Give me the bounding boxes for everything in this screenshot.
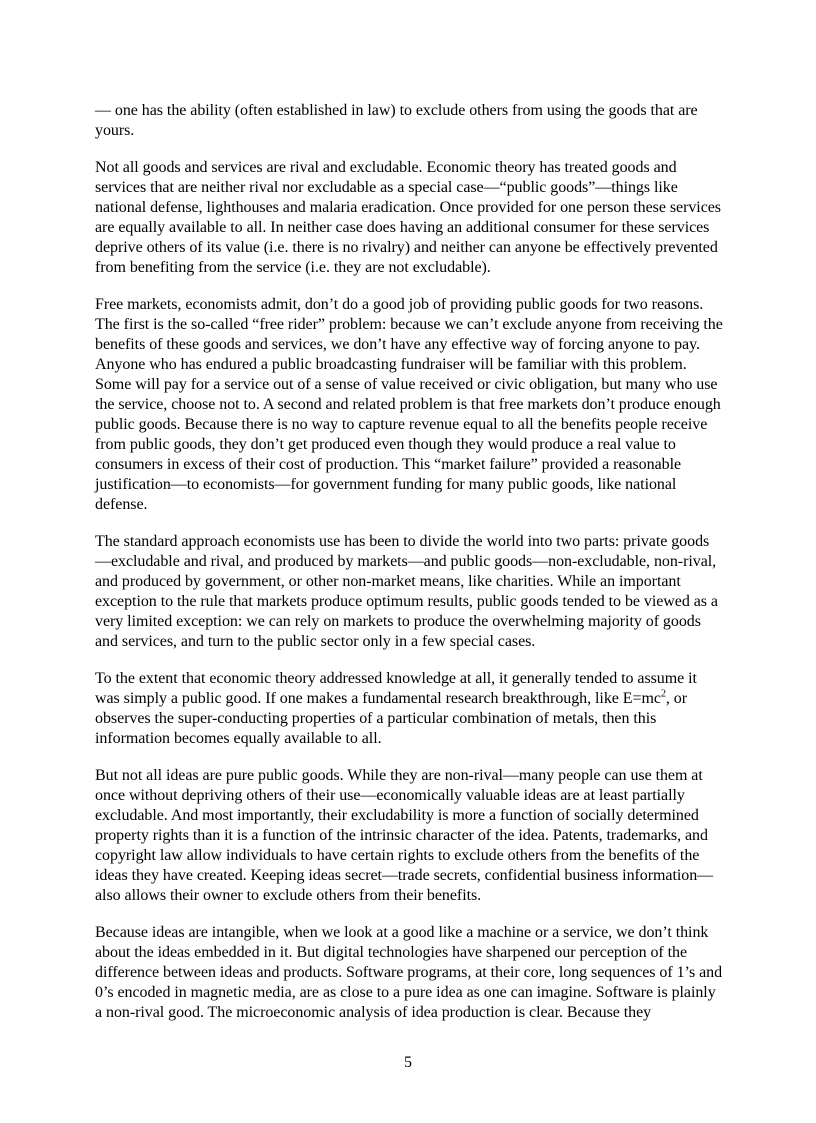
paragraph-standard-approach: The standard approach economists use has been to divide the world into two parts: private goods—excludable and rival, and produced by markets—and public goods—non-excludable, non-rival, and produced by government, or other non-market means, like charities. While an important exception to the rule that markets produce optimum results, public goods tended to be viewed as a very limited exception: we can rely on markets to produce the overwhelming majority of goods and services, and turn to the public sector only in a few special cases. <box>95 533 718 650</box>
page-number: 5 <box>404 1054 412 1071</box>
emc-text-after: , or observes the super-conducting properties of a particular combination of metals, then this information becomes equally available to all. <box>95 690 688 747</box>
paragraph-excludability-intro: — one has the ability (often established in law) to exclude others from using the goods that are yours. <box>95 102 698 139</box>
paragraph-free-rider: Free markets, economists admit, don’t do a good job of providing public goods for two reasons. The first is the so-called “free rider” problem: because we can’t exclude anyone from receiving the benefits of these goods and services, we don’t have any effective way of forcing anyone to pay. Anyone who has endured a public broadcasting fundraiser will be familiar with this problem. Some will pay for a service out of a sense of value received or civic obligation, but many who use the service, choose not to. A second and related problem is that free markets don’t produce enough public goods. Because there is no way to capture revenue equal to all the benefits people receive from public goods, they don’t get produced even though they would produce a real value to consumers in excess of their cost of production. This “market failure” provided a reasonable justification—to economists—for government funding for many public goods, like national defense. <box>95 296 723 513</box>
paragraph-ideas-excludable: But not all ideas are pure public goods. While they are non-rival—many people can use them at once without depriving others of their use—economically valuable ideas are at least partially excludable. And most importantly, their excludability is more a function of socially determined property rights than it is a function of the intrinsic character of the idea. Patents, trademarks, and copyright law allow individuals to have certain rights to exclude others from the benefits of the ideas they have created. Keeping ideas secret—trade secrets, confidential business information—also allows their owner to exclude others from their benefits. <box>95 767 714 904</box>
emc-superscript: 2 <box>660 688 666 700</box>
paragraph-ideas-intangible: Because ideas are intangible, when we look at a good like a machine or a service, we don’t think about the ideas embedded in it. But digital technologies have sharpened our perception of the difference between ideas and products. Software programs, at their core, long sequences of 1’s and 0’s encoded in magnetic media, are as close to a pure idea as one can imagine. Software is plainly a non-rival good. The microeconomic analysis of idea production is clear. Because they <box>95 924 723 1021</box>
paragraph-public-goods: Not all goods and services are rival and excludable. Economic theory has treated goods and services that are neither rival nor excludable as a special case—“public goods”—things like national defense, lighthouses and malaria eradication. Once provided for one person these services are equally available to all. In neither case does having an additional consumer for these services deprive others of its value (i.e. there is no rivalry) and neither can anyone be effectively prevented from benefiting from the service (i.e. they are not excludable). <box>95 159 721 276</box>
paragraph-knowledge-public-good <box>95 669 725 749</box>
emc-text-before: To the extent that economic theory addressed knowledge at all, it generally tended to assume it was simply a public good. If one makes a fundamental research breakthrough, like E=mc <box>95 670 697 707</box>
document-page <box>95 101 725 1040</box>
